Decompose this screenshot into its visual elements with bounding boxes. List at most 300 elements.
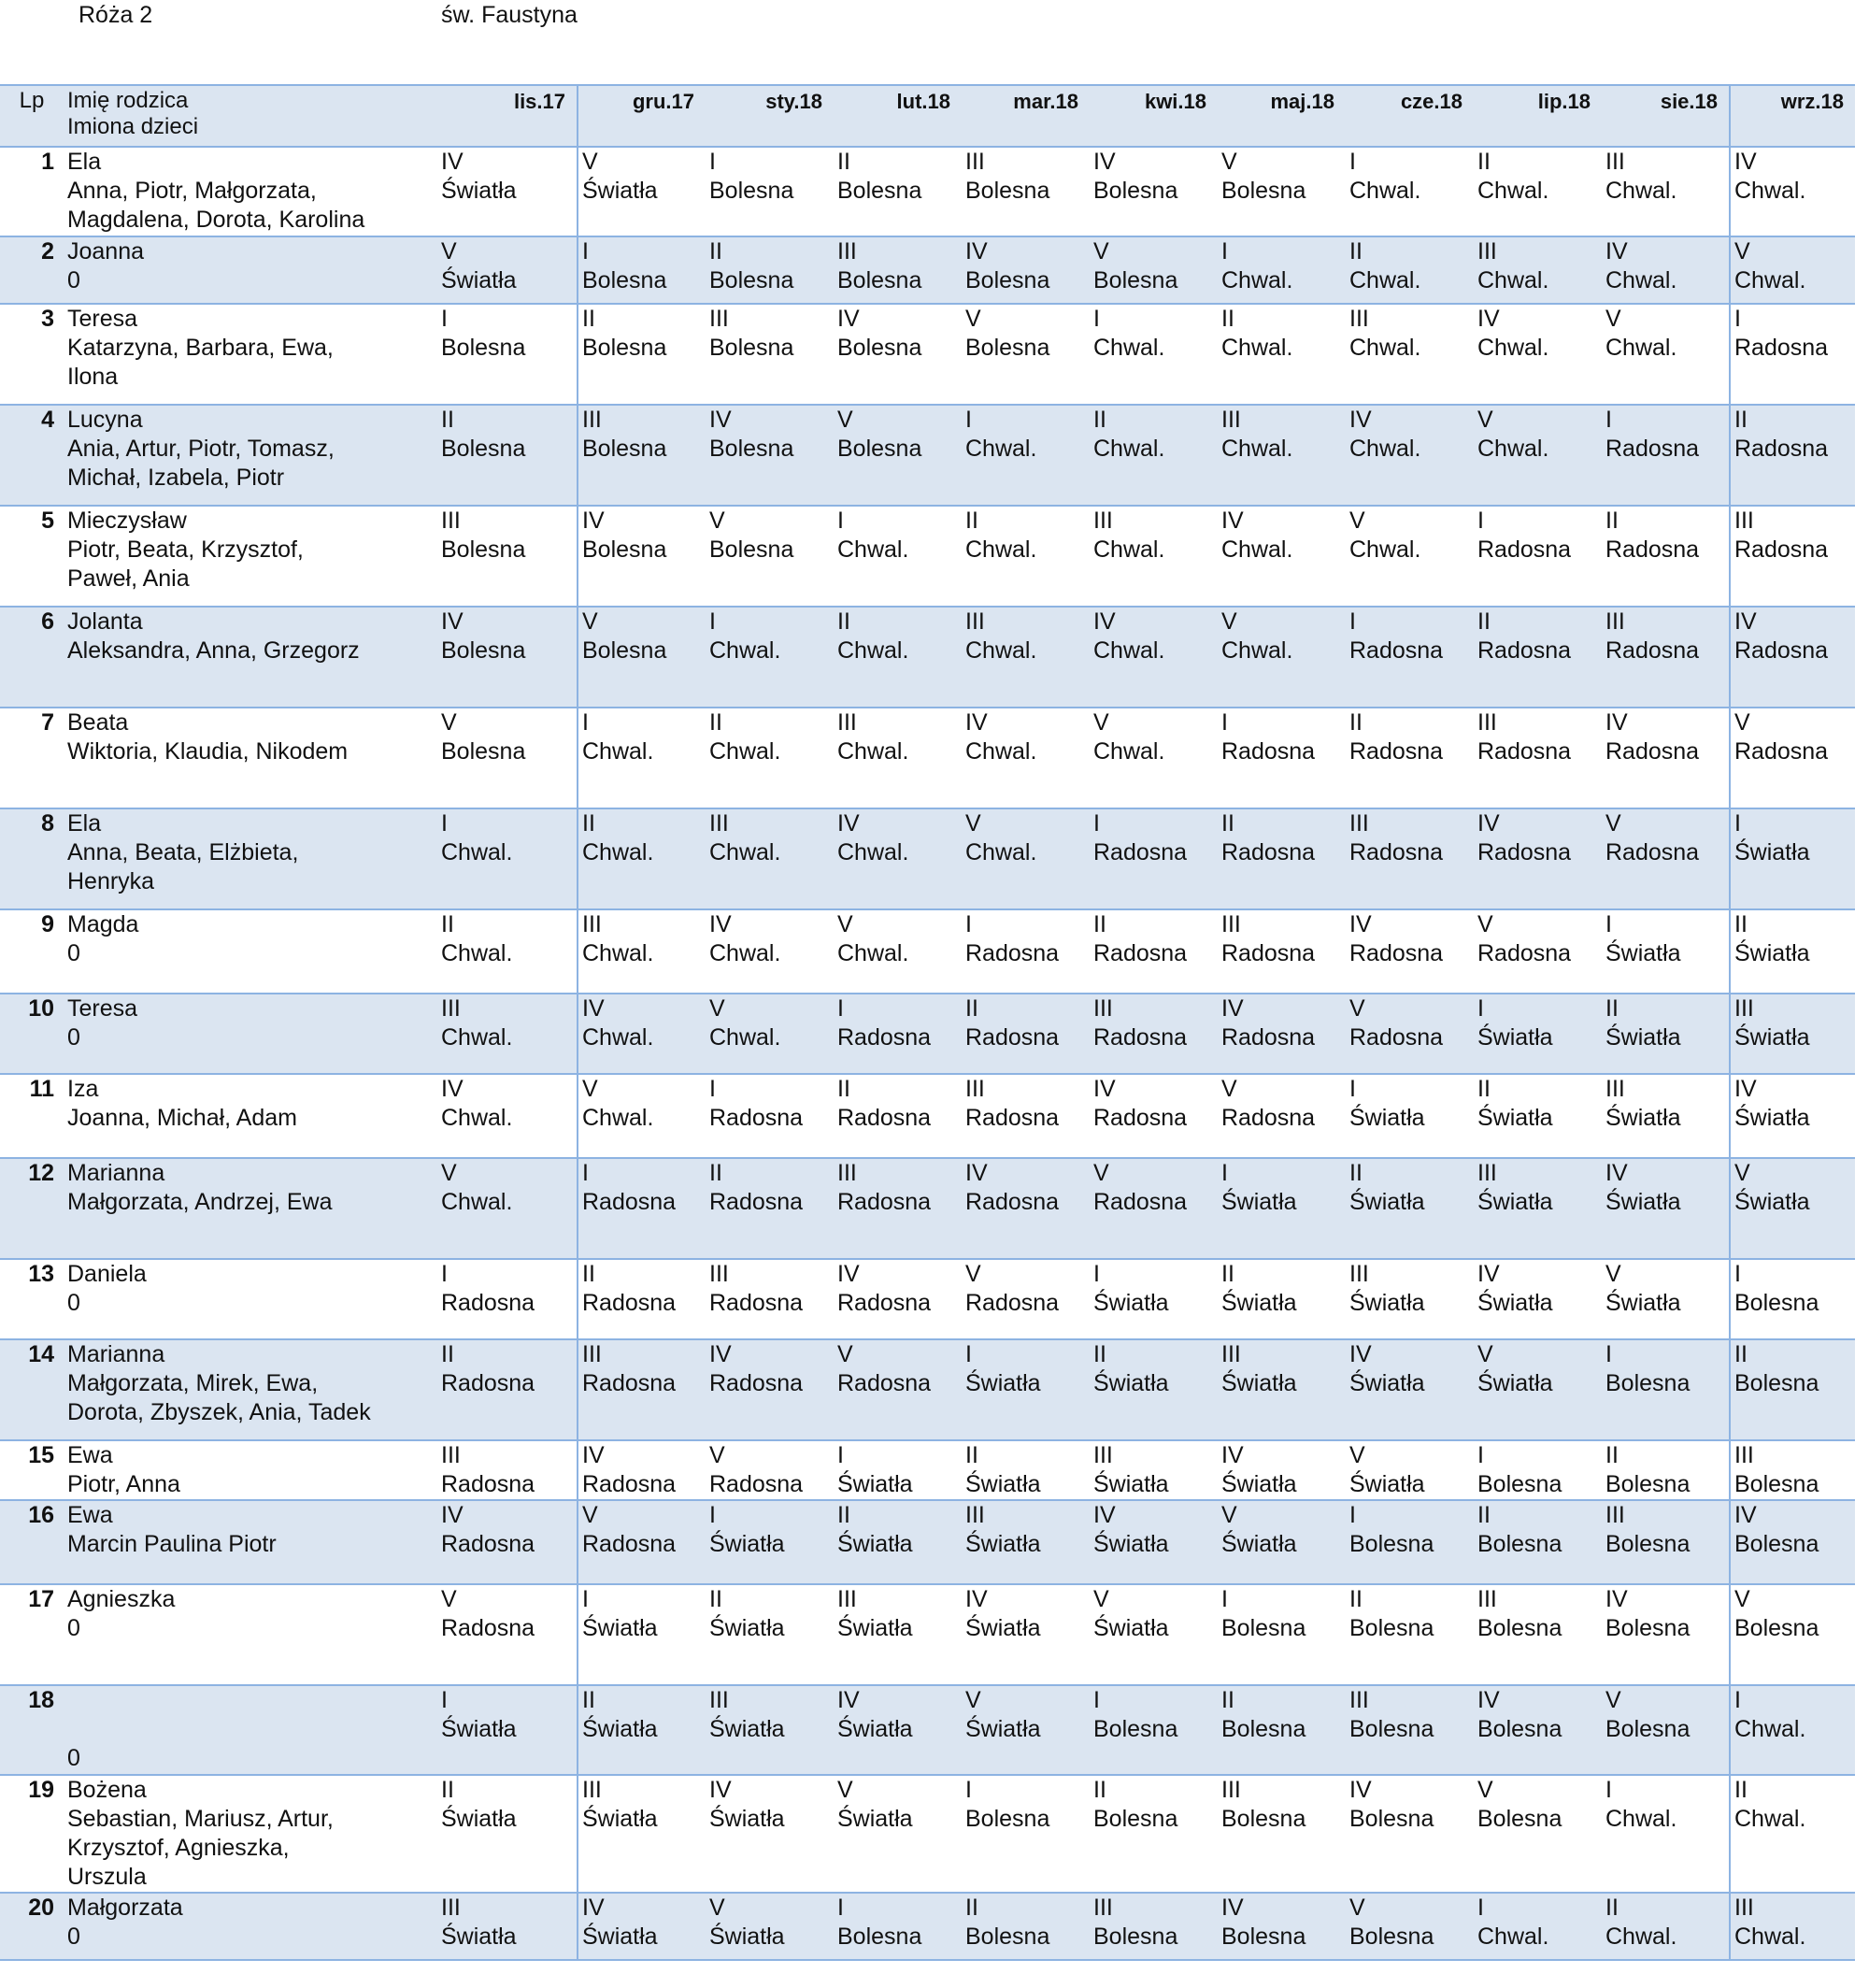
mystery-number: III bbox=[1349, 306, 1369, 332]
mystery-part: Bolesna bbox=[837, 178, 922, 204]
mystery-part: Radosna bbox=[441, 1471, 535, 1497]
mystery-part: Radosna bbox=[965, 1024, 1060, 1051]
member-cell bbox=[64, 147, 437, 236]
mystery-number: IV bbox=[1605, 709, 1628, 736]
mystery-number: II bbox=[1093, 1777, 1106, 1803]
mystery-cell bbox=[962, 1339, 1090, 1440]
mystery-cell bbox=[706, 1259, 834, 1339]
mystery-number: I bbox=[1349, 608, 1356, 635]
mystery-part: Radosna bbox=[1093, 1024, 1188, 1051]
mystery-part: Światła bbox=[441, 1716, 517, 1742]
mystery-number: I bbox=[582, 1586, 589, 1612]
mystery-number: III bbox=[1605, 1502, 1625, 1528]
mystery-part: Radosna bbox=[1349, 1024, 1444, 1051]
mystery-cell bbox=[578, 506, 706, 607]
mystery-cell bbox=[578, 1685, 706, 1775]
mystery-part: Światła bbox=[837, 1615, 913, 1641]
mystery-number: III bbox=[1093, 995, 1113, 1022]
mystery-number: III bbox=[965, 1502, 985, 1528]
mystery-cell bbox=[706, 607, 834, 708]
mystery-cell bbox=[1090, 708, 1218, 808]
mystery-number: IV bbox=[837, 1687, 860, 1713]
row-number: 13 bbox=[28, 1261, 54, 1287]
mystery-part: Radosna bbox=[1349, 940, 1444, 966]
mystery-number: II bbox=[1734, 1777, 1748, 1803]
mystery-part: Chwal. bbox=[1221, 536, 1293, 563]
mystery-cell bbox=[1474, 236, 1602, 304]
mystery-cell bbox=[437, 1775, 578, 1893]
row-number: 9 bbox=[41, 911, 54, 937]
mystery-number: I bbox=[1093, 306, 1100, 332]
mystery-cell bbox=[437, 1259, 578, 1339]
mystery-number: I bbox=[441, 306, 448, 332]
mystery-part: Bolesna bbox=[709, 536, 794, 563]
mystery-part: Radosna bbox=[1093, 1189, 1188, 1215]
mystery-number: V bbox=[837, 1341, 853, 1367]
mystery-cell bbox=[706, 1339, 834, 1440]
mystery-number: I bbox=[965, 407, 972, 433]
mystery-part: Bolesna bbox=[837, 436, 922, 462]
month-header: lip.18 bbox=[1537, 90, 1591, 113]
member-cell bbox=[64, 1685, 437, 1775]
mystery-number: III bbox=[582, 1341, 602, 1367]
mystery-number: III bbox=[1349, 1687, 1369, 1713]
mystery-part: Bolesna bbox=[1605, 1370, 1691, 1396]
mystery-part: Bolesna bbox=[965, 335, 1050, 361]
mystery-part: Radosna bbox=[1349, 637, 1444, 664]
mystery-part: Radosna bbox=[441, 1370, 535, 1396]
table-row bbox=[0, 1775, 1855, 1893]
mystery-part: Chwal. bbox=[709, 637, 781, 664]
mystery-part: Światła bbox=[965, 1615, 1041, 1641]
mystery-cell bbox=[1218, 1074, 1346, 1158]
row-number: 1 bbox=[41, 149, 54, 175]
mystery-part: Światła bbox=[441, 267, 517, 293]
mystery-number: V bbox=[582, 1076, 598, 1102]
mystery-cell bbox=[1090, 1440, 1218, 1500]
mystery-part: Radosna bbox=[1093, 1105, 1188, 1131]
mystery-cell bbox=[1346, 304, 1474, 405]
mystery-cell bbox=[1730, 708, 1855, 808]
month-header: lis.17 bbox=[513, 90, 565, 113]
children-names: 0 bbox=[67, 940, 80, 966]
mystery-number: III bbox=[1477, 1160, 1497, 1186]
parent-name: Ewa bbox=[67, 1502, 113, 1528]
mystery-number: IV bbox=[1221, 995, 1244, 1022]
mystery-part: Chwal. bbox=[965, 536, 1037, 563]
mystery-part: Chwal. bbox=[965, 839, 1037, 865]
mystery-cell bbox=[1730, 1893, 1855, 1960]
mystery-part: Bolesna bbox=[837, 335, 922, 361]
mystery-number: I bbox=[1349, 1502, 1356, 1528]
mystery-number: III bbox=[709, 1261, 729, 1287]
member-cell bbox=[64, 909, 437, 994]
mystery-part: Chwal. bbox=[1221, 335, 1293, 361]
mystery-number: IV bbox=[1605, 238, 1628, 265]
mystery-number: V bbox=[1093, 709, 1109, 736]
mystery-part: Bolesna bbox=[1477, 1531, 1562, 1557]
table-row bbox=[0, 1158, 1855, 1259]
mystery-cell bbox=[1474, 1893, 1602, 1960]
member-cell bbox=[64, 607, 437, 708]
children-names: 0 bbox=[67, 1024, 80, 1051]
mystery-cell bbox=[1346, 405, 1474, 506]
mystery-cell bbox=[1218, 1158, 1346, 1259]
mystery-part: Chwal. bbox=[837, 637, 909, 664]
mystery-cell bbox=[834, 1584, 962, 1685]
mystery-cell bbox=[834, 1685, 962, 1775]
mystery-part: Chwal. bbox=[965, 436, 1037, 462]
mystery-cell bbox=[1730, 1685, 1855, 1775]
mystery-part: Radosna bbox=[1221, 839, 1316, 865]
mystery-number: V bbox=[1734, 238, 1750, 265]
mystery-cell bbox=[1218, 909, 1346, 994]
mystery-number: V bbox=[1093, 1586, 1109, 1612]
mystery-number: I bbox=[1477, 508, 1484, 534]
mystery-part: Bolesna bbox=[709, 436, 794, 462]
mystery-cell bbox=[578, 909, 706, 994]
mystery-part: Chwal. bbox=[965, 738, 1037, 765]
mystery-part: Chwal. bbox=[1477, 178, 1549, 204]
rosary-schedule-sheet bbox=[0, 84, 1855, 1961]
mystery-cell bbox=[1602, 147, 1730, 236]
mystery-number: II bbox=[965, 1895, 978, 1921]
children-names: Anna, Beata, Elżbieta, bbox=[67, 839, 299, 865]
mystery-number: III bbox=[1734, 1442, 1754, 1468]
mystery-part: Chwal. bbox=[837, 536, 909, 563]
mystery-part: Bolesna bbox=[965, 1806, 1050, 1832]
mystery-number: I bbox=[1734, 306, 1741, 332]
mystery-part: Bolesna bbox=[1349, 1615, 1434, 1641]
children-names: Dorota, Zbyszek, Ania, Tadek bbox=[67, 1399, 371, 1425]
mystery-part: Bolesna bbox=[1734, 1615, 1819, 1641]
mystery-cell bbox=[1218, 708, 1346, 808]
mystery-number: IV bbox=[1349, 1777, 1372, 1803]
mystery-part: Światła bbox=[1221, 1290, 1297, 1316]
mystery-number: I bbox=[1221, 1586, 1228, 1612]
mystery-number: III bbox=[1477, 1586, 1497, 1612]
mystery-number: V bbox=[1221, 608, 1237, 635]
mystery-number: I bbox=[582, 709, 589, 736]
mystery-number: III bbox=[441, 1895, 461, 1921]
mystery-part: Chwal. bbox=[1605, 267, 1677, 293]
mystery-number: IV bbox=[582, 1895, 605, 1921]
mystery-cell bbox=[1218, 1440, 1346, 1500]
mystery-cell bbox=[962, 1775, 1090, 1893]
mystery-number: I bbox=[1221, 709, 1228, 736]
mystery-part: Chwal. bbox=[1477, 335, 1549, 361]
member-cell bbox=[64, 1339, 437, 1440]
month-header: sie.18 bbox=[1660, 90, 1718, 113]
mystery-cell bbox=[437, 506, 578, 607]
mystery-part: Radosna bbox=[1221, 940, 1316, 966]
mystery-part: Chwal. bbox=[1734, 1806, 1806, 1832]
member-cell bbox=[64, 1775, 437, 1893]
mystery-cell bbox=[437, 236, 578, 304]
row-number: 19 bbox=[28, 1777, 54, 1803]
mystery-number: II bbox=[1221, 810, 1234, 837]
row-number: 2 bbox=[41, 238, 54, 265]
mystery-number: V bbox=[1477, 407, 1493, 433]
mystery-part: Chwal. bbox=[837, 738, 909, 765]
mystery-part: Światła bbox=[709, 1615, 785, 1641]
mystery-cell bbox=[437, 1893, 578, 1960]
mystery-part: Radosna bbox=[582, 1189, 677, 1215]
mystery-part: Radosna bbox=[837, 1189, 932, 1215]
mystery-number: I bbox=[1605, 1341, 1612, 1367]
mystery-part: Światła bbox=[582, 1615, 658, 1641]
mystery-cell bbox=[706, 1158, 834, 1259]
mystery-number: III bbox=[582, 407, 602, 433]
mystery-cell bbox=[1346, 1259, 1474, 1339]
mystery-number: I bbox=[1605, 1777, 1612, 1803]
mystery-cell bbox=[1602, 1259, 1730, 1339]
mystery-cell bbox=[437, 1584, 578, 1685]
children-names: Paweł, Ania bbox=[67, 565, 190, 592]
mystery-number: V bbox=[1605, 810, 1621, 837]
mystery-number: III bbox=[1349, 1261, 1369, 1287]
mystery-part: Bolesna bbox=[1349, 1716, 1434, 1742]
mystery-number: III bbox=[837, 1586, 857, 1612]
month-header: gru.17 bbox=[578, 85, 706, 147]
mystery-part: Chwal. bbox=[582, 738, 654, 765]
parent-name: Mieczysław bbox=[67, 508, 187, 534]
mystery-cell bbox=[1602, 808, 1730, 909]
mystery-part: Światła bbox=[1734, 1105, 1810, 1131]
mystery-part: Światła bbox=[1349, 1105, 1425, 1131]
mystery-part: Bolesna bbox=[709, 335, 794, 361]
mystery-part: Bolesna bbox=[1605, 1615, 1691, 1641]
mystery-part: Chwal. bbox=[441, 1024, 513, 1051]
mystery-number: I bbox=[1477, 1442, 1484, 1468]
children-names: Sebastian, Mariusz, Artur, bbox=[67, 1806, 334, 1832]
children-names: Krzysztof, Agnieszka, bbox=[67, 1835, 290, 1861]
mystery-cell bbox=[706, 994, 834, 1074]
mystery-part: Chwal. bbox=[582, 839, 654, 865]
children-names: Magdalena, Dorota, Karolina bbox=[67, 207, 365, 233]
mystery-part: Chwal. bbox=[1349, 335, 1421, 361]
mystery-cell bbox=[1346, 994, 1474, 1074]
children-names: Aleksandra, Anna, Grzegorz bbox=[67, 637, 360, 664]
mystery-cell bbox=[578, 147, 706, 236]
mystery-part: Chwal. bbox=[837, 940, 909, 966]
mystery-part: Bolesna bbox=[965, 267, 1050, 293]
mystery-part: Światła bbox=[582, 1716, 658, 1742]
mystery-cell bbox=[1602, 1500, 1730, 1584]
mystery-part: Chwal. bbox=[1605, 1806, 1677, 1832]
mystery-part: Chwal. bbox=[582, 940, 654, 966]
children-names: Henryka bbox=[67, 868, 155, 894]
mystery-number: IV bbox=[709, 1777, 732, 1803]
mystery-part: Radosna bbox=[965, 1189, 1060, 1215]
mystery-part: Bolesna bbox=[1605, 1716, 1691, 1742]
mystery-number: III bbox=[1734, 508, 1754, 534]
mystery-part: Radosna bbox=[1093, 839, 1188, 865]
mystery-number: II bbox=[1477, 608, 1491, 635]
mystery-cell bbox=[1218, 1775, 1346, 1893]
mystery-part: Radosna bbox=[1605, 738, 1700, 765]
mystery-cell bbox=[1602, 1685, 1730, 1775]
mystery-part: Światła bbox=[1349, 1290, 1425, 1316]
mystery-cell bbox=[1730, 1500, 1855, 1584]
mystery-part: Radosna bbox=[837, 1290, 932, 1316]
mystery-number: III bbox=[709, 1687, 729, 1713]
mystery-number: IV bbox=[709, 911, 732, 937]
mystery-cell bbox=[706, 1500, 834, 1584]
member-cell bbox=[64, 1074, 437, 1158]
mystery-part: Bolesna bbox=[1221, 1806, 1306, 1832]
mystery-part: Chwal. bbox=[709, 940, 781, 966]
mystery-part: Chwal. bbox=[582, 1105, 654, 1131]
row-number: 15 bbox=[28, 1442, 54, 1468]
mystery-cell bbox=[1218, 1685, 1346, 1775]
mystery-cell bbox=[1474, 304, 1602, 405]
mystery-cell bbox=[1346, 1158, 1474, 1259]
mystery-part: Chwal. bbox=[709, 839, 781, 865]
mystery-part: Bolesna bbox=[1349, 1806, 1434, 1832]
schedule-table bbox=[0, 84, 1855, 1961]
children-names: Marcin Paulina Piotr bbox=[67, 1531, 277, 1557]
mystery-part: Światła bbox=[1349, 1471, 1425, 1497]
mystery-part: Bolesna bbox=[1221, 178, 1306, 204]
member-cell bbox=[64, 808, 437, 909]
mystery-part: Bolesna bbox=[1093, 1716, 1178, 1742]
mystery-cell bbox=[1218, 607, 1346, 708]
mystery-number: I bbox=[582, 238, 589, 265]
mystery-cell bbox=[1602, 994, 1730, 1074]
mystery-cell bbox=[1090, 909, 1218, 994]
mystery-number: I bbox=[837, 1442, 844, 1468]
mystery-cell bbox=[1218, 994, 1346, 1074]
mystery-cell bbox=[1730, 607, 1855, 708]
mystery-number: III bbox=[1477, 238, 1497, 265]
mystery-part: Chwal. bbox=[1221, 267, 1293, 293]
mystery-cell bbox=[1218, 304, 1346, 405]
children-names: Małgorzata, Andrzej, Ewa bbox=[67, 1189, 333, 1215]
mystery-cell bbox=[834, 1440, 962, 1500]
mystery-cell bbox=[578, 1440, 706, 1500]
mystery-number: V bbox=[837, 911, 853, 937]
mystery-cell bbox=[1090, 1893, 1218, 1960]
mystery-number: II bbox=[965, 1442, 978, 1468]
mystery-cell bbox=[1474, 1775, 1602, 1893]
mystery-part: Bolesna bbox=[709, 178, 794, 204]
mystery-number: II bbox=[709, 1586, 722, 1612]
table-row bbox=[0, 1500, 1855, 1584]
mystery-part: Bolesna bbox=[1221, 1615, 1306, 1641]
mystery-cell bbox=[962, 506, 1090, 607]
mystery-part: Bolesna bbox=[582, 267, 667, 293]
mystery-part: Bolesna bbox=[582, 335, 667, 361]
mystery-number: V bbox=[837, 1777, 853, 1803]
mystery-number: V bbox=[1477, 1341, 1493, 1367]
mystery-cell bbox=[1730, 147, 1855, 236]
mystery-cell bbox=[706, 808, 834, 909]
mystery-cell bbox=[1090, 1685, 1218, 1775]
parent-name: Teresa bbox=[67, 306, 138, 332]
mystery-cell bbox=[1730, 1775, 1855, 1893]
mystery-part: Chwal. bbox=[1734, 178, 1806, 204]
mystery-number: III bbox=[441, 508, 461, 534]
mystery-cell bbox=[1602, 1584, 1730, 1685]
mystery-number: IV bbox=[1734, 1076, 1757, 1102]
mystery-number: III bbox=[1221, 1341, 1241, 1367]
mystery-part: Bolesna bbox=[837, 1924, 922, 1950]
mystery-number: V bbox=[1734, 709, 1750, 736]
mystery-cell bbox=[1474, 405, 1602, 506]
mystery-part: Radosna bbox=[441, 1615, 535, 1641]
mystery-number: IV bbox=[441, 1076, 464, 1102]
parent-name: Iza bbox=[67, 1076, 99, 1102]
mystery-number: V bbox=[1093, 1160, 1109, 1186]
mystery-number: I bbox=[441, 1261, 448, 1287]
mystery-number: II bbox=[582, 810, 595, 837]
mystery-cell bbox=[1474, 1500, 1602, 1584]
mystery-part: Radosna bbox=[441, 1290, 535, 1316]
mystery-cell bbox=[437, 607, 578, 708]
mystery-number: III bbox=[1093, 1442, 1113, 1468]
mystery-number: II bbox=[582, 1687, 595, 1713]
mystery-part: Bolesna bbox=[441, 335, 526, 361]
mystery-cell bbox=[1218, 1339, 1346, 1440]
row-number: 20 bbox=[28, 1895, 54, 1921]
mystery-number: III bbox=[1605, 608, 1625, 635]
mystery-number: II bbox=[837, 1076, 850, 1102]
mystery-number: I bbox=[837, 508, 844, 534]
mystery-cell bbox=[1346, 1893, 1474, 1960]
mystery-part: Bolesna bbox=[837, 267, 922, 293]
mystery-cell bbox=[706, 304, 834, 405]
mystery-part: Chwal. bbox=[1605, 178, 1677, 204]
mystery-cell bbox=[437, 405, 578, 506]
mystery-cell bbox=[1730, 1158, 1855, 1259]
member-cell bbox=[64, 1259, 437, 1339]
mystery-part: Chwal. bbox=[1093, 436, 1165, 462]
mystery-number: II bbox=[709, 238, 722, 265]
mystery-cell bbox=[706, 1074, 834, 1158]
parent-name: Daniela bbox=[67, 1261, 147, 1287]
mystery-cell bbox=[1090, 405, 1218, 506]
parent-name: Jolanta bbox=[67, 608, 143, 635]
mystery-cell bbox=[1602, 1893, 1730, 1960]
mystery-number: IV bbox=[1093, 608, 1116, 635]
mystery-cell bbox=[578, 607, 706, 708]
mystery-part: Radosna bbox=[582, 1531, 677, 1557]
table-row bbox=[0, 1893, 1855, 1960]
mystery-cell bbox=[1474, 607, 1602, 708]
mystery-cell bbox=[578, 1158, 706, 1259]
mystery-cell bbox=[1602, 1158, 1730, 1259]
mystery-part: Radosna bbox=[1477, 637, 1572, 664]
mystery-cell bbox=[437, 1158, 578, 1259]
mystery-part: Radosna bbox=[965, 1290, 1060, 1316]
mystery-number: V bbox=[441, 1586, 457, 1612]
mystery-cell bbox=[1346, 1685, 1474, 1775]
children-names: 0 bbox=[67, 1615, 80, 1641]
mystery-part: Radosna bbox=[709, 1290, 804, 1316]
mystery-number: I bbox=[965, 1777, 972, 1803]
mystery-part: Radosna bbox=[837, 1105, 932, 1131]
table-row bbox=[0, 506, 1855, 607]
mystery-number: I bbox=[1349, 1076, 1356, 1102]
children-names: Piotr, Beata, Krzysztof, bbox=[67, 536, 304, 563]
mystery-number: IV bbox=[837, 306, 860, 332]
mystery-cell bbox=[1090, 1259, 1218, 1339]
mystery-part: Radosna bbox=[1734, 738, 1829, 765]
mystery-part: Chwal. bbox=[1093, 738, 1165, 765]
table-row bbox=[0, 994, 1855, 1074]
mystery-part: Chwal. bbox=[1605, 335, 1677, 361]
